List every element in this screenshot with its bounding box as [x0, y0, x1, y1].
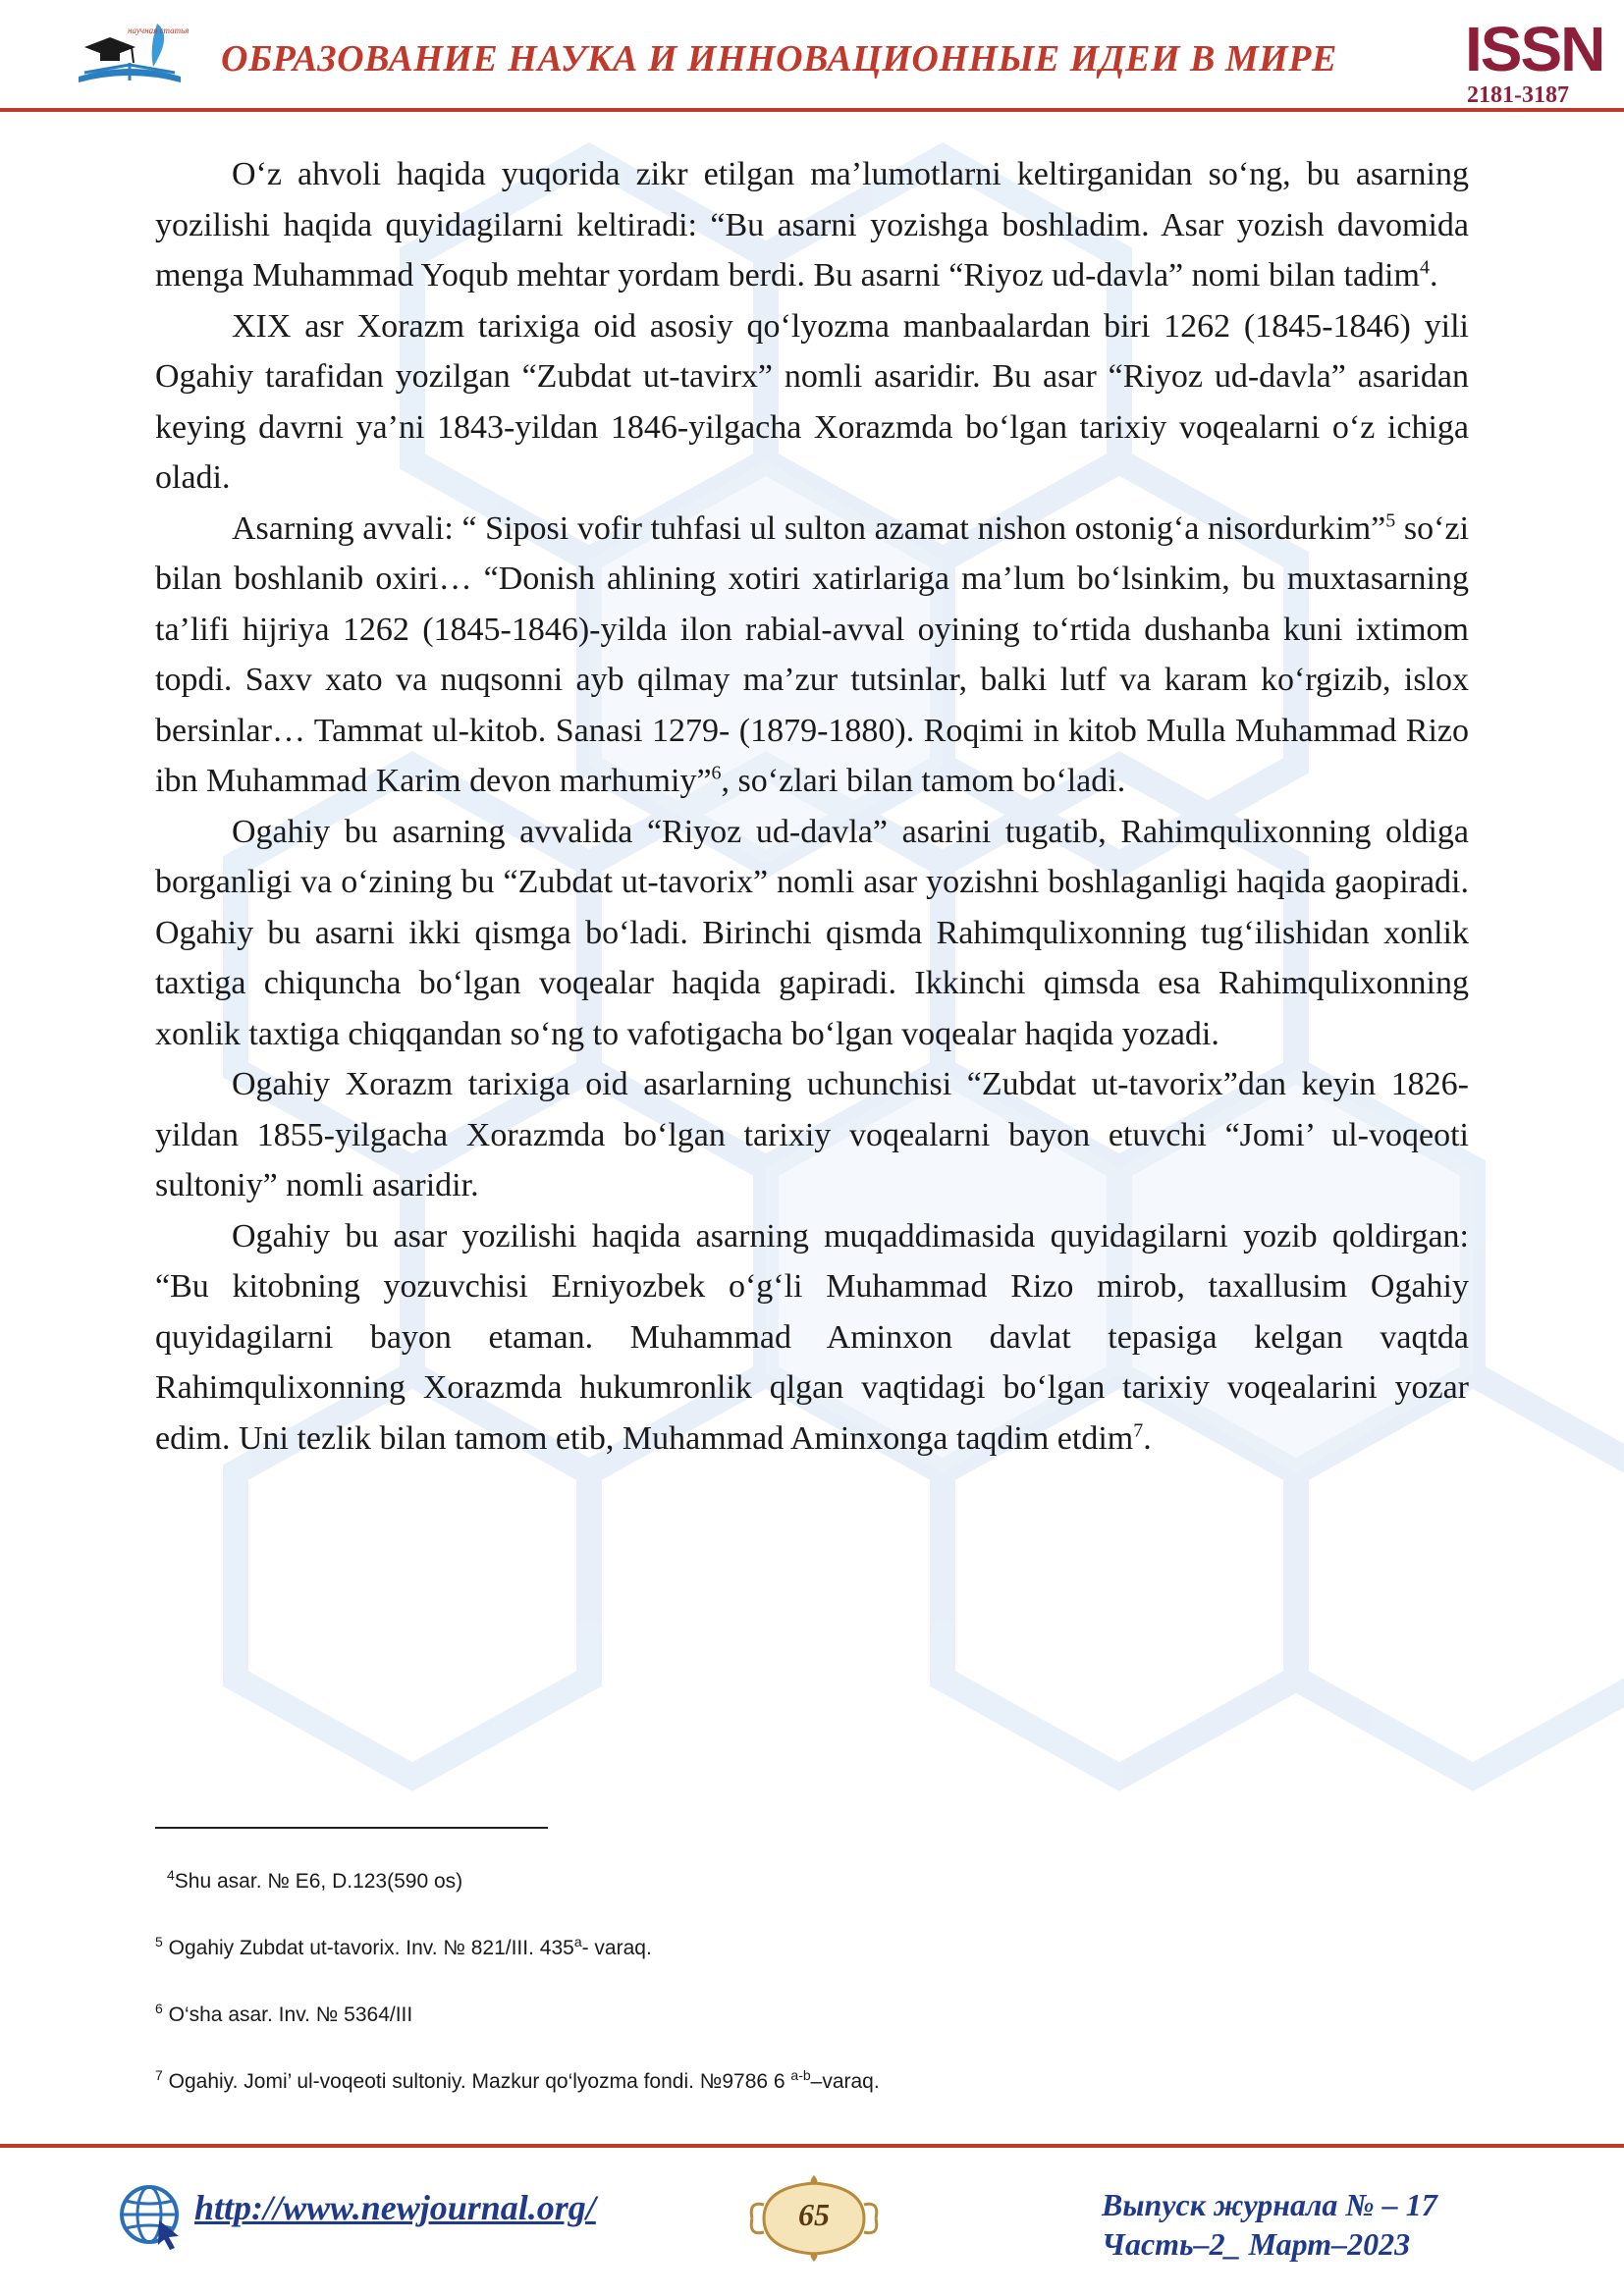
issn-logo-text: ISSN: [1465, 14, 1604, 84]
footnote-ref-5[interactable]: 5: [1385, 509, 1396, 532]
header-divider: [0, 108, 1624, 112]
paragraph-6: Ogahiy bu asar yozilishi haqida asarning muqaddimasida quyidagilarni yozib qoldirgan: “Bu kitobning yozuvchisi Erniyozbek o‘g‘li Muhammad Rizo mirob, taxallusim Ogahiy quyidagilarni bayon etaman. Muhammad Aminxon davlat tepasiga kelgan vaqtda Rahimqulixonning Xorazmda hukumronlik qlgan vaqtidagi bo‘lgan tarixiy voqealarini yozar edim. Uni tezlik bilan tamom etib, Muhammad Aminxonga taqdim etdim$^7$.: [155, 1217, 1469, 1457]
issue-info: [1102, 2185, 1514, 2264]
globe-icon: [116, 2181, 187, 2252]
footnote-5: $^5$ Ogahiy Zubdat ut-tavorix. Inv. № 821/III. 435$^a$- varaq.: [155, 1934, 652, 1959]
page-number: 65: [798, 2197, 830, 2232]
footer-divider: [0, 2144, 1624, 2148]
footnote-6: $^6$ O‘sha asar. Inv. № 5364/III: [155, 2001, 413, 2026]
paragraph-1: O‘z ahvoli haqida yuqorida zikr etilgan ma’lumotlarni keltirganidan so‘ng, bu asarning yozilishi haqida quyidagilarni keltiradi: “Bu asarni yozishga boshladim. Asar yozish davomida menga Muhammad Yoqub mehtar yordam berdi. Bu asarni “Riyoz ud-davla” nomi bilan tadim$^4$.: [155, 156, 1469, 294]
journal-url-link[interactable]: http://www.newjournal.org/: [194, 2188, 596, 2227]
issue-part-date: Часть–2_ Март–2023: [1102, 2226, 1411, 2262]
article-body: [155, 149, 1469, 1464]
footnote-7: $^7$ Ogahiy. Jomi’ ul-voqeoti sultoniy. Mazkur qo‘lyozma fondi. №9786 6 $^{a-b}$–varaq.: [155, 2067, 880, 2093]
paragraph-3: Asarning avvali: “ Siposi vofir tuhfasi ul sulton azamat nishon ostonig‘a nisordurkim”$^5$ so‘zi bilan boshlanib oxiri… “Donish ahlining xotiri xatirlariga ma’lum bo‘lsinkim, bu muxtasarning ta’lifi hijriya 1262 (1845-1846)-yilda ilon rabial-avval oyining to‘rtida dushanba kuni ixtimom topdi. Saxv xato va nuqsonni ayb qilmay ma’zur tutsinlar, balki lutf va karam ko‘rgizib, islox bersinlar… Tammat ul-kitob. Sanasi 1279- (1879-1880). Roqimi in kitob Mulla Muhammad Rizo ibn Muhammad Karim devon marhumiy”$^6$, so‘zlari bilan tamom bo‘ladi.: [155, 509, 1470, 799]
footnote-ref-7[interactable]: 7: [1133, 1419, 1144, 1442]
logo-caption: научная статья: [128, 26, 189, 35]
issn-logo: [1465, 14, 1604, 84]
issue-number: Выпуск журнала № – 17: [1102, 2187, 1437, 2222]
paragraph-5: Ogahiy Xorazm tarixiga oid asarlarning uchunchisi “Zubdat ut-tavorix”dan keyin 1826-yildan 1855-yilgacha Xorazmda bo‘lgan tarixiy voqealarni bayon etuvchi “Jomi’ ul-voqeoti sultoniy” nomli asaridir.: [155, 1066, 1469, 1203]
footnote-ref-6[interactable]: 6: [711, 762, 722, 784]
footnote-4: $^4$Shu asar. № E6, D.123(590 os): [167, 1867, 463, 1893]
issn-number: 2181-3187: [1467, 82, 1569, 108]
footnote-divider: [155, 1827, 548, 1829]
paragraph-4: Ogahiy bu asarning avvalida “Riyoz ud-davla” asarini tugatib, Rahimqulixonning oldiga borganligi va o‘zining bu “Zubdat ut-tavorix” nomli asar yozishni boshlaganligi haqida gaopiradi. Ogahiy bu asarni ikki qismga bo‘ladi. Birinchi qismda Rahimqulixonning tug‘ilishidan xonlik taxtiga chiquncha bo‘lgan voqealar haqida gapiradi. Ikkinchi qimsda esa Rahimqulixonning xonlik taxtiga chiqqandan so‘ng to vafotigacha bo‘lgan voqealar haqida yozadi.: [155, 813, 1469, 1052]
journal-title: ОБРАЗОВАНИЕ НАУКА И ИННОВАЦИОННЫЕ ИДЕИ В МИРЕ: [221, 38, 1337, 80]
page-header: [0, 0, 1624, 118]
journal-logo-icon: [71, 18, 189, 96]
footnote-ref-4[interactable]: 4: [1419, 256, 1430, 279]
paragraph-2: XIX asr Xorazm tarixiga oid asosiy qo‘lyozma manbaalardan biri 1262 (1845-1846) yili Ogahiy tarafidan yozilgan “Zubdat ut-tavirx” nomli asaridir. Bu asar “Riyoz ud-davla” asaridan keying davrni ya’ni 1843-yildan 1846-yilgacha Xorazmda bo‘lgan tarixiy voqealarni o‘z ichiga oladi.: [155, 307, 1469, 496]
